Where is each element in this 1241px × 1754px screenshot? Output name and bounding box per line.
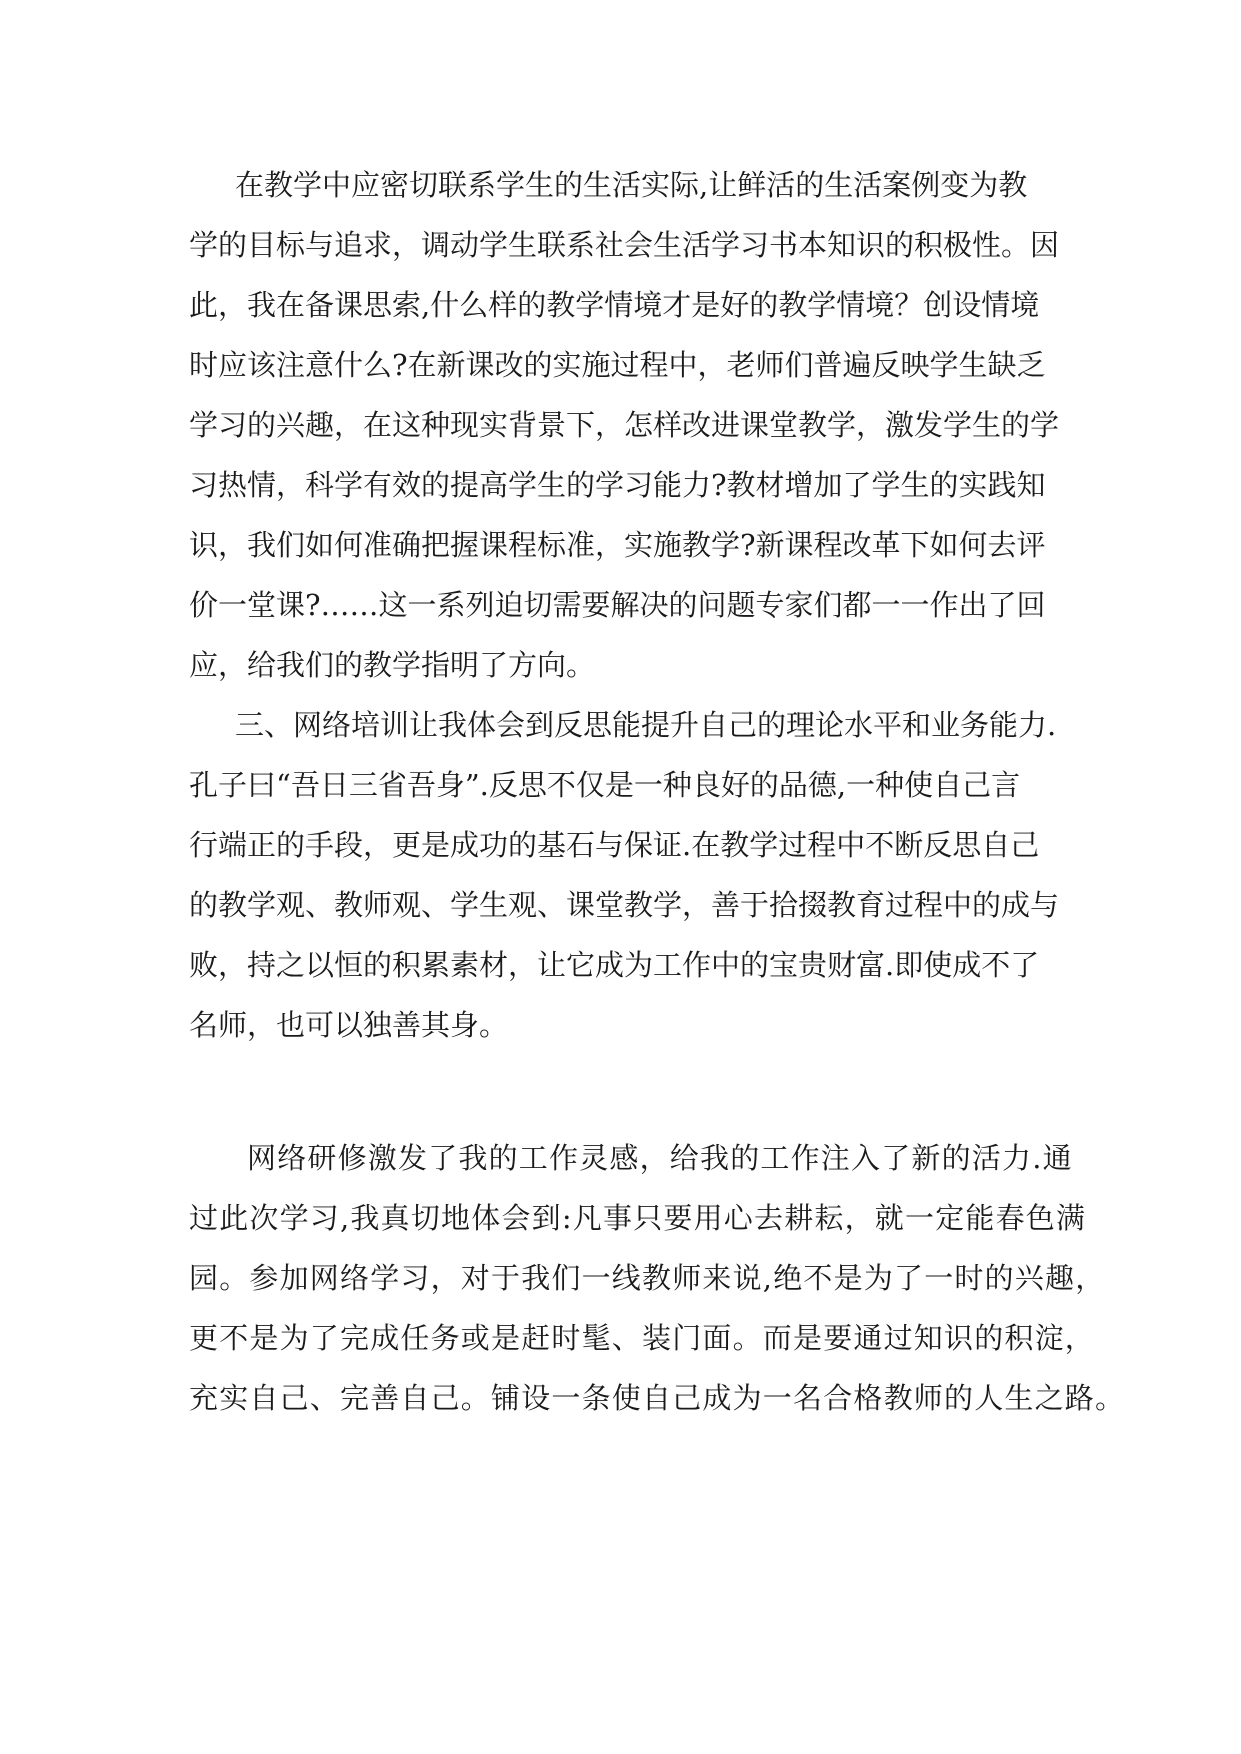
paragraph-line: 时应该注意什么?在新课改的实施过程中，老师们普遍反映学生缺乏 (189, 348, 1046, 382)
paragraph-line: 在教学中应密切联系学生的生活实际,让鲜活的生活案例变为教 (235, 168, 1028, 202)
paragraph-line: 网络研修激发了我的工作灵感，给我的工作注入了新的活力.通 (247, 1141, 1073, 1175)
paragraph-line: 过此次学习,我真切地体会到:凡事只要用心去耕耘，就一定能春色满 (189, 1201, 1087, 1235)
paragraph-line: 败，持之以恒的积累素材，让它成为工作中的宝贵财富.即使成不了 (189, 948, 1040, 982)
paragraph-line: 应，给我们的教学指明了方向。 (189, 648, 596, 682)
paragraph-line: 识，我们如何准确把握课程标准，实施教学?新课程改革下如何去评 (189, 528, 1046, 562)
paragraph-line: 的教学观、教师观、学生观、课堂教学，善于拾掇教育过程中的成与 (189, 888, 1060, 922)
paragraph-line: 行端正的手段，更是成功的基石与保证.在教学过程中不断反思自己 (189, 828, 1040, 862)
paragraph-line: 更不是为了完成任务或是赶时髦、装门面。而是要通过知识的积淀， (189, 1321, 1096, 1355)
paragraph-line: 充实自己、完善自己。铺设一条使自己成为一名合格教师的人生之路。 (189, 1381, 1126, 1415)
paragraph-line: 学习的兴趣，在这种现实背景下，怎样改进课堂教学，激发学生的学 (189, 408, 1060, 442)
paragraph-line: 此，我在备课思索,什么样的教学情境才是好的教学情境？创设情境 (189, 288, 1040, 322)
paragraph-line: 三、网络培训让我体会到反思能提升自己的理论水平和业务能力. (235, 708, 1057, 742)
paragraph-line: 孔子曰“吾日三省吾身”.反思不仅是一种良好的品德,一种使自己言 (189, 768, 1021, 802)
paragraph-reflection (189, 695, 1059, 1055)
paragraph-line: 学的目标与追求，调动学生联系社会生活学习书本知识的积极性。因 (189, 228, 1060, 262)
paragraph-conclusion (189, 1128, 1126, 1428)
paragraph-line: 价一堂课?……这一系列迫切需要解决的问题专家们都一一作出了回 (189, 588, 1046, 622)
paragraph-line: 习热情，科学有效的提高学生的学习能力?教材增加了学生的实践知 (189, 468, 1046, 502)
paragraph-line: 园。参加网络学习，对于我们一线教师来说,绝不是为了一时的兴趣， (189, 1261, 1106, 1295)
paragraph-classroom-context (189, 155, 1059, 695)
paragraph-line: 名师，也可以独善其身。 (189, 1008, 509, 1042)
